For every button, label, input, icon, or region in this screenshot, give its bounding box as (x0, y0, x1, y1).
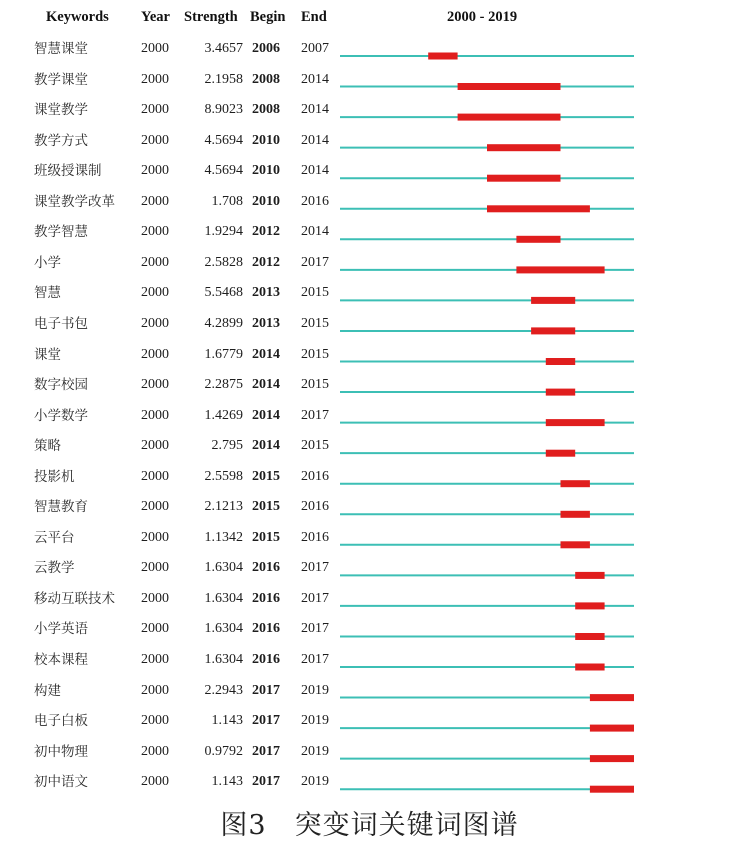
burst-bar (428, 53, 457, 60)
begin-cell: 2015 (252, 529, 280, 545)
year-cell: 2000 (141, 621, 169, 637)
burst-bar (487, 144, 561, 151)
end-cell: 2014 (301, 163, 329, 179)
keyword-cell: 课堂教学 (34, 102, 88, 119)
strength-cell: 1.6779 (204, 346, 243, 362)
year-cell: 2000 (141, 407, 169, 423)
header-keywords: Keywords (46, 9, 109, 25)
keyword-cell: 智慧课堂 (34, 41, 88, 57)
end-cell: 2014 (301, 132, 329, 148)
begin-cell: 2013 (252, 315, 280, 331)
burst-bar (531, 297, 575, 304)
year-cell: 2000 (141, 193, 169, 209)
end-cell: 2017 (301, 590, 329, 606)
year-cell: 2000 (141, 652, 169, 667)
burst-bar (546, 419, 605, 426)
strength-cell: 1.6304 (204, 652, 243, 667)
year-cell: 2000 (141, 346, 169, 362)
end-cell: 2016 (301, 193, 329, 209)
strength-cell: 8.9023 (204, 102, 243, 118)
end-cell: 2017 (301, 621, 329, 637)
end-cell: 2019 (301, 713, 329, 729)
header-strength: Strength (184, 9, 238, 25)
keyword-cell: 云教学 (34, 560, 75, 577)
end-cell: 2016 (301, 499, 329, 515)
keyword-cell: 移动互联技术 (34, 590, 115, 607)
begin-cell: 2013 (252, 285, 280, 301)
year-cell: 2000 (141, 102, 169, 118)
year-cell: 2000 (141, 132, 169, 148)
year-cell: 2000 (141, 529, 169, 545)
begin-cell: 2015 (252, 468, 280, 484)
begin-cell: 2017 (252, 682, 280, 698)
strength-cell: 1.708 (211, 193, 243, 209)
burst-bar (590, 725, 634, 732)
keyword-cell: 课堂 (34, 346, 61, 363)
strength-cell: 1.143 (211, 774, 243, 790)
year-cell: 2000 (141, 713, 169, 729)
year-cell: 2000 (141, 682, 169, 698)
burst-bar (487, 205, 590, 212)
year-cell: 2000 (141, 71, 169, 87)
year-cell: 2000 (141, 590, 169, 606)
begin-cell: 2016 (252, 621, 280, 637)
begin-cell: 2017 (252, 713, 280, 729)
begin-cell: 2017 (252, 743, 280, 759)
begin-cell: 2014 (252, 346, 280, 362)
header-begin: Begin (250, 9, 286, 25)
keyword-cell: 投影机 (34, 468, 75, 485)
year-cell: 2000 (141, 774, 169, 790)
begin-cell: 2012 (252, 254, 280, 270)
begin-cell: 2010 (252, 163, 280, 179)
end-cell: 2019 (301, 774, 329, 790)
burst-bar (590, 786, 634, 793)
end-cell: 2019 (301, 682, 329, 698)
keyword-cell: 教学方式 (34, 132, 88, 149)
strength-cell: 1.6304 (204, 590, 243, 606)
strength-cell: 2.5598 (204, 468, 243, 484)
burst-bar (458, 83, 561, 90)
strength-cell: 2.1213 (204, 499, 243, 515)
strength-cell: 2.795 (211, 438, 243, 454)
keyword-cell: 云平台 (34, 529, 75, 546)
keyword-cell: 教学课堂 (34, 71, 88, 88)
year-cell: 2000 (141, 285, 169, 301)
burst-bar (575, 572, 604, 579)
end-cell: 2014 (301, 224, 329, 240)
end-cell: 2016 (301, 468, 329, 484)
begin-cell: 2008 (252, 102, 280, 118)
strength-cell: 2.5828 (204, 254, 243, 270)
header-end: End (301, 9, 327, 25)
begin-cell: 2016 (252, 590, 280, 606)
burst-bar (590, 755, 634, 762)
keyword-cell: 构建 (34, 682, 61, 699)
keyword-cell: 课堂教学改革 (34, 193, 115, 210)
strength-cell: 2.1958 (204, 71, 243, 87)
burst-bar (575, 664, 604, 671)
strength-cell: 3.4657 (204, 41, 243, 56)
header-range: 2000 - 2019 (447, 9, 518, 25)
keyword-cell: 电子书包 (34, 315, 88, 332)
keyword-cell: 教学智慧 (34, 224, 88, 241)
begin-cell: 2008 (252, 71, 280, 87)
begin-cell: 2006 (252, 41, 280, 56)
end-cell: 2017 (301, 560, 329, 576)
year-cell: 2000 (141, 468, 169, 484)
year-cell: 2000 (141, 438, 169, 454)
keyword-cell: 小学数学 (34, 407, 88, 424)
begin-cell: 2017 (252, 774, 280, 790)
year-cell: 2000 (141, 743, 169, 759)
burst-bar (575, 633, 604, 640)
burst-bar (546, 389, 575, 396)
strength-cell: 0.9792 (204, 743, 243, 759)
year-cell: 2000 (141, 499, 169, 515)
burst-bar (561, 511, 590, 518)
strength-cell: 1.6304 (204, 621, 243, 637)
year-cell: 2000 (141, 163, 169, 179)
begin-cell: 2012 (252, 224, 280, 240)
header-year: Year (141, 9, 170, 25)
year-cell: 2000 (141, 377, 169, 393)
end-cell: 2014 (301, 102, 329, 118)
keyword-cell: 智慧 (34, 285, 61, 302)
keyword-cell: 小学 (34, 254, 61, 271)
keyword-cell: 班级授课制 (34, 163, 102, 180)
burst-bar (546, 450, 575, 457)
end-cell: 2017 (301, 652, 329, 667)
keyword-cell: 校本课程 (34, 652, 88, 668)
end-cell: 2007 (301, 41, 329, 56)
strength-cell: 1.4269 (204, 407, 243, 423)
keyword-cell: 电子白板 (34, 713, 88, 730)
end-cell: 2015 (301, 438, 329, 454)
strength-cell: 5.5468 (204, 285, 243, 301)
begin-cell: 2014 (252, 438, 280, 454)
strength-cell: 1.9294 (204, 224, 243, 240)
strength-cell: 2.2875 (204, 377, 243, 393)
begin-cell: 2015 (252, 499, 280, 515)
burst-bar (561, 480, 590, 487)
end-cell: 2014 (301, 71, 329, 87)
end-cell: 2017 (301, 407, 329, 423)
keyword-cell: 智慧教育 (34, 499, 88, 516)
keyword-cell: 数字校园 (34, 377, 88, 394)
end-cell: 2019 (301, 743, 329, 759)
keyword-cell: 策略 (34, 438, 61, 455)
burst-bar (516, 266, 604, 273)
figure-caption: 图3 突变词关键词图谱 (220, 810, 519, 841)
begin-cell: 2016 (252, 560, 280, 576)
burst-bar (487, 175, 561, 182)
keyword-cell: 初中物理 (34, 743, 88, 760)
year-cell: 2000 (141, 315, 169, 331)
strength-cell: 4.5694 (204, 163, 243, 179)
end-cell: 2016 (301, 529, 329, 545)
year-cell: 2000 (141, 224, 169, 240)
keyword-cell: 小学英语 (34, 621, 88, 638)
burst-bar (561, 541, 590, 548)
begin-cell: 2010 (252, 193, 280, 209)
begin-cell: 2014 (252, 377, 280, 393)
strength-cell: 1.1342 (204, 529, 243, 545)
year-cell: 2000 (141, 254, 169, 270)
year-cell: 2000 (141, 560, 169, 576)
end-cell: 2015 (301, 285, 329, 301)
burst-bar (458, 114, 561, 121)
begin-cell: 2014 (252, 407, 280, 423)
burst-bar (590, 694, 634, 701)
burst-bar (516, 236, 560, 243)
end-cell: 2015 (301, 315, 329, 331)
end-cell: 2015 (301, 346, 329, 362)
strength-cell: 1.143 (211, 713, 243, 729)
end-cell: 2017 (301, 254, 329, 270)
burst-bar (546, 358, 575, 365)
strength-cell: 4.2899 (204, 315, 243, 331)
strength-cell: 2.2943 (204, 682, 243, 698)
begin-cell: 2016 (252, 652, 280, 667)
burst-bar (531, 327, 575, 334)
year-cell: 2000 (141, 41, 169, 56)
burst-bar (575, 602, 604, 609)
strength-cell: 1.6304 (204, 560, 243, 576)
keyword-cell: 初中语文 (34, 774, 88, 791)
strength-cell: 4.5694 (204, 132, 243, 148)
end-cell: 2015 (301, 377, 329, 393)
begin-cell: 2010 (252, 132, 280, 148)
